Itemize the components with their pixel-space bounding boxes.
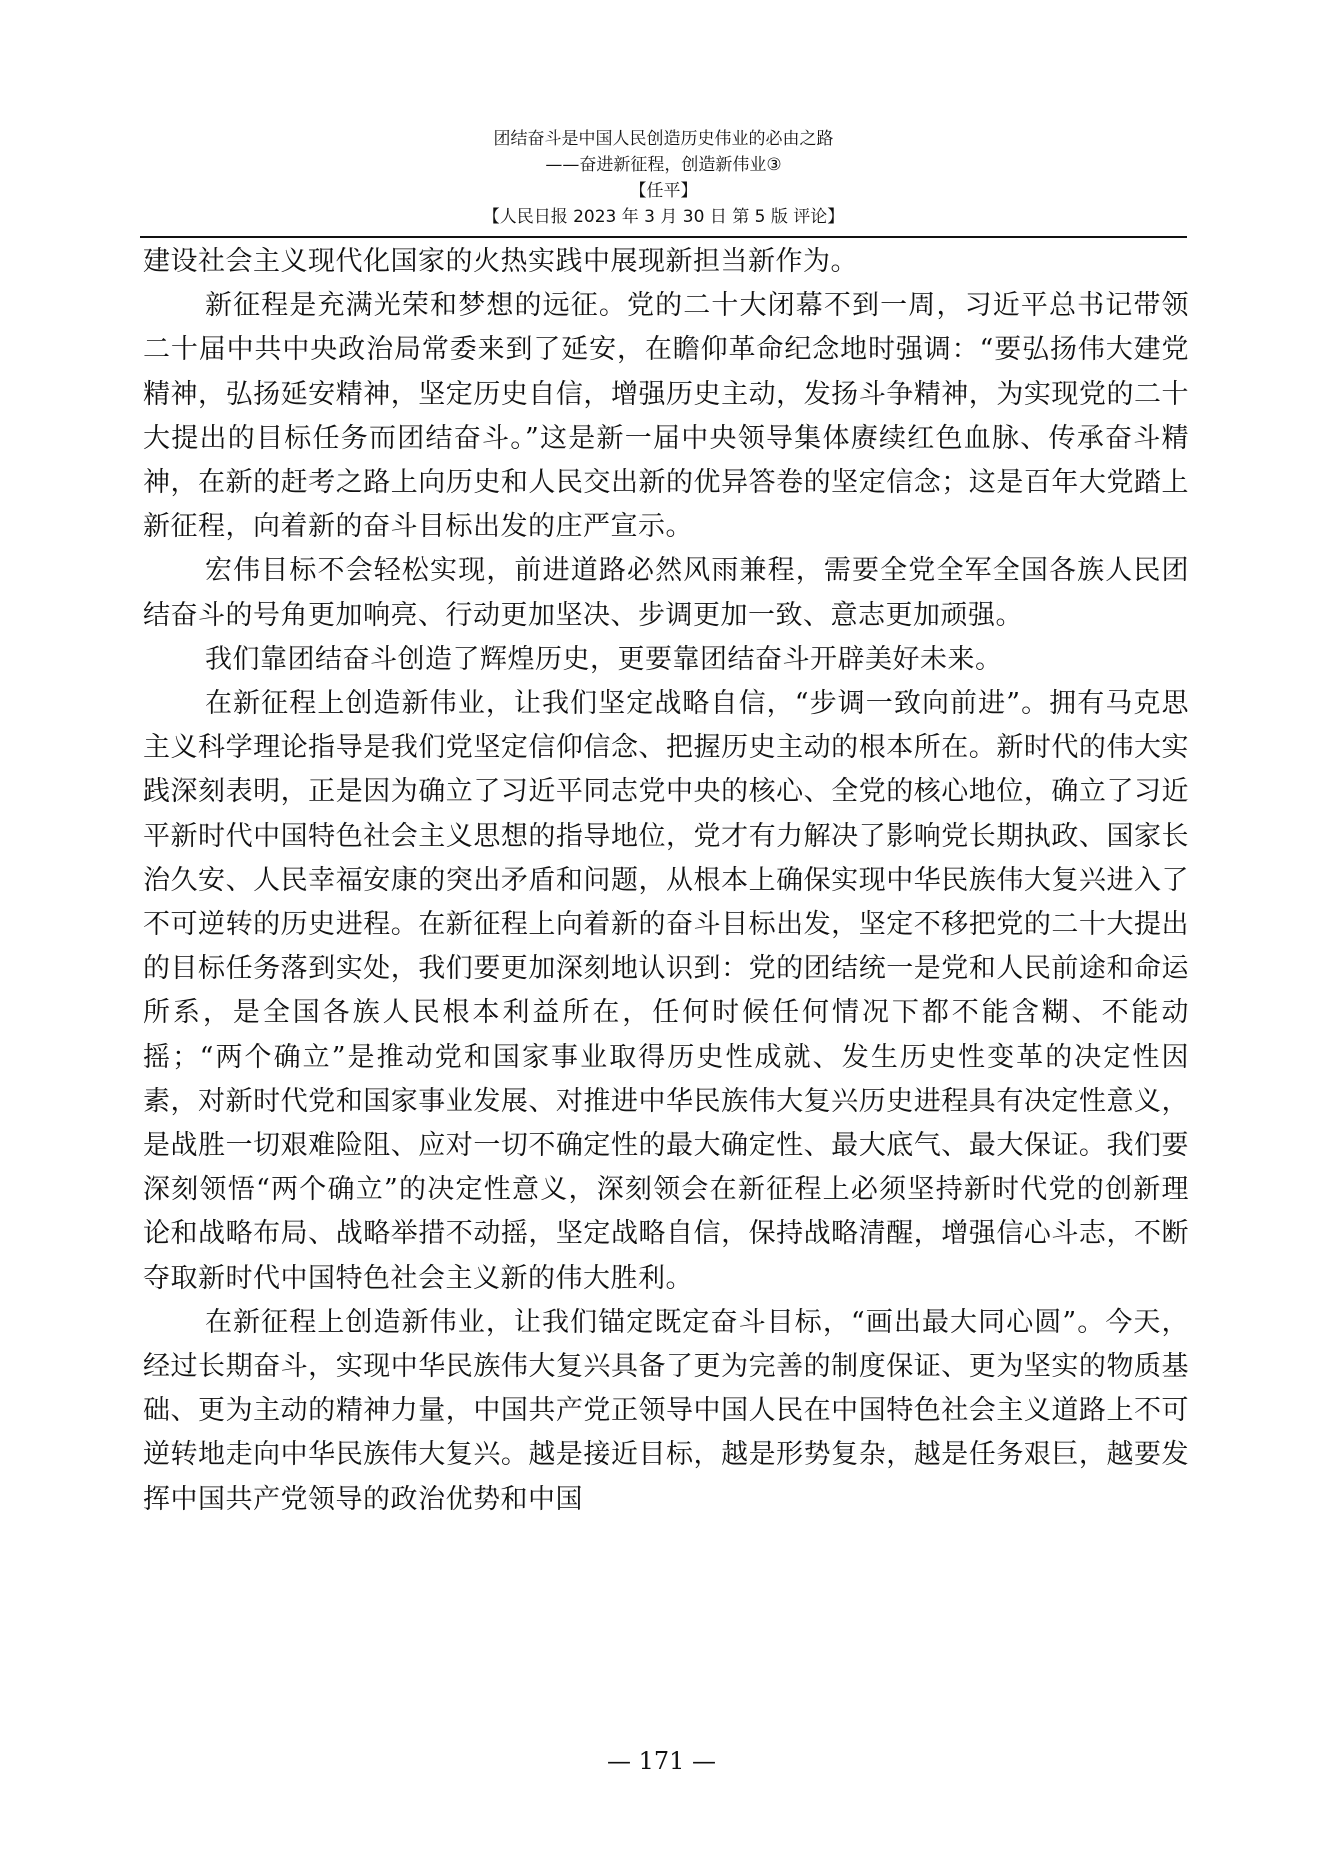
- paragraph: 宏伟目标不会轻松实现，前进道路必然风雨兼程，需要全党全军全国各族人民团结奋斗的号角更加响亮、行动更加坚决、步调更加一致、意志更加顽强。: [143, 555, 1189, 631]
- paragraph: 建设社会主义现代化国家的火热实践中展现新担当新作为。: [143, 246, 858, 277]
- paragraph: 我们靠团结奋斗创造了辉煌历史，更要靠团结奋斗开辟美好未来。: [205, 643, 1003, 675]
- paragraph: 新征程是充满光荣和梦想的远征。党的二十大闭幕不到一周，习近平总书记带领二十届中共中央政治局常委来到了延安，在瞻仰革命纪念地时强调：“要弘扬伟大建党精神，弘扬延安精神，坚定历史自信，增强历史主动，发扬斗争精神，为实现党的二十大提出的目标任务而团结奋斗。”这是新一届中央领导集体赓续红色血脉、传承奋斗精神，在新的赶考之路上向历史和人民交出新的优异答卷的坚定信念；这是百年大党踏上新征程，向着新的奋斗目标出发的庄严宣示。: [143, 290, 1189, 543]
- article-source: 【人民日报 2023 年 3 月 30 日 第 5 版 评论】: [482, 207, 845, 227]
- article-subtitle: ——奋进新征程，创造新伟业③: [545, 155, 782, 175]
- page-header: [140, 126, 1187, 230]
- article-title: 团结奋斗是中国人民创造历史伟业的必由之路: [493, 129, 834, 149]
- paragraph: 在新征程上创造新伟业，让我们坚定战略自信，“步调一致向前进”。拥有马克思主义科学理论指导是我们党坚定信仰信念、把握历史主动的根本所在。新时代的伟大实践深刻表明，正是因为确立了习近平同志党中央的核心、全党的核心地位，确立了习近平新时代中国特色社会主义思想的指导地位，党才有力解决了影响党长期执政、国家长治久安、人民幸福安康的突出矛盾和问题，从根本上确保实现中华民族伟大复兴进入了不可逆转的历史进程。在新征程上向着新的奋斗目标出发，坚定不移把党的二十大提出的目标任务落到实处，我们要更加深刻地认识到：党的团结统一是党和人民前途和命运所系，是全国各族人民根本利益所在，任何时候任何情况下都不能含糊、不能动摇；“两个确立”是推动党和国家事业取得历史性成就、发生历史性变革的决定性因素，对新时代党和国家事业发展、对推进中华民族伟大复兴历史进程具有决定性意义，是战胜一切艰难险阻、应对一切不确定性的最大确定性、最大底气、最大保证。我们要深刻领悟“两个确立”的决定性意义，深刻领会在新征程上必须坚持新时代党的创新理论和战略布局、战略举措不动摇，坚定战略自信，保持战略清醒，增强信心斗志，不断夺取新时代中国特色社会主义新的伟大胜利。: [143, 688, 1189, 1294]
- article-author: 【任平】: [629, 181, 698, 201]
- article-body: [143, 240, 1189, 1522]
- page-number: — 171 —: [606, 1747, 717, 1775]
- paragraph: 在新征程上创造新伟业，让我们锚定既定奋斗目标，“画出最大同心圆”。今天，经过长期奋斗，实现中华民族伟大复兴具备了更为完善的制度保证、更为坚实的物质基础、更为主动的精神力量，中国共产党正领导中国人民在中国特色社会主义道路上不可逆转地走向中华民族伟大复兴。越是接近目标，越是形势复杂，越是任务艰巨，越要发挥中国共产党领导的政治优势和中国: [143, 1306, 1189, 1515]
- header-divider: [140, 236, 1187, 238]
